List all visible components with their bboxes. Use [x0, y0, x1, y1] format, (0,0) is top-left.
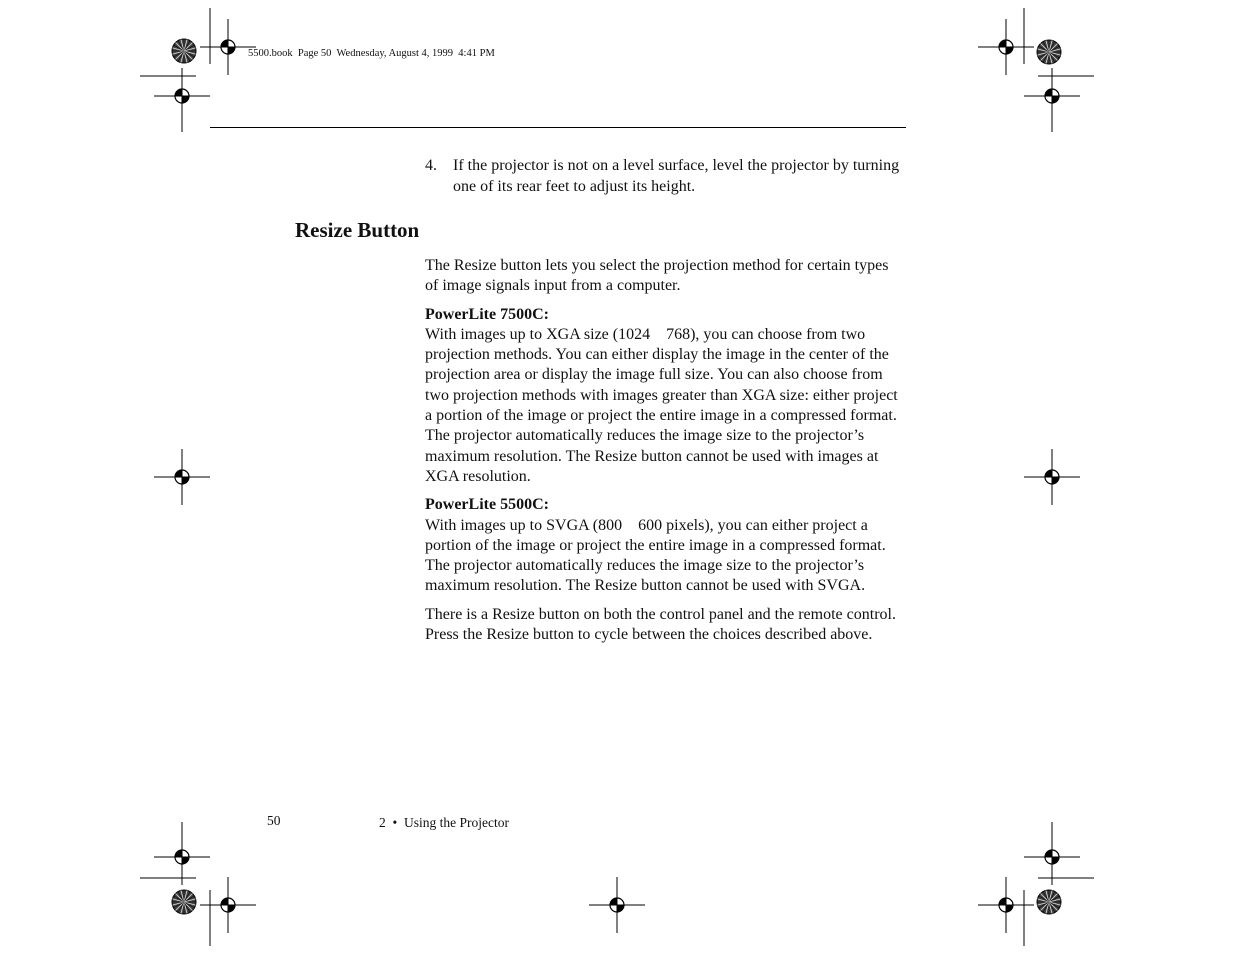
- running-footer: 2 • Using the Projector: [379, 815, 509, 830]
- registration-quadrant: [617, 905, 624, 912]
- registration-quadrant: [1052, 477, 1059, 484]
- print-slug-line: 5500.book Page 50 Wednesday, August 4, 1999 4:41 PM: [248, 48, 495, 59]
- registration-quadrant: [1052, 857, 1059, 864]
- registration-quadrant: [1045, 470, 1052, 477]
- registration-quadrant: [999, 40, 1006, 47]
- registration-quadrant: [221, 898, 228, 905]
- registration-quadrant: [175, 850, 182, 857]
- registration-quadrant: [999, 898, 1006, 905]
- header-rule: [210, 127, 906, 128]
- registration-quadrant: [175, 89, 182, 96]
- registration-quadrant: [610, 898, 617, 905]
- registration-quadrant: [1045, 89, 1052, 96]
- section-body: [425, 256, 903, 653]
- registration-quadrant: [228, 905, 235, 912]
- intro-paragraph: The Resize button lets you select the projection method for certain types of image signals input from a computer.: [425, 257, 889, 295]
- model-5500-label: PowerLite 5500C:: [425, 496, 549, 514]
- registration-quadrant: [1006, 905, 1013, 912]
- registration-quadrant: [182, 477, 189, 484]
- registration-quadrant: [1006, 47, 1013, 54]
- step-number: 4.: [425, 157, 437, 174]
- closing-paragraph: There is a Resize button on both the control panel and the remote control. Press the Resize button to cycle between the choices described above.: [425, 605, 896, 644]
- numbered-step: [425, 156, 905, 197]
- model-5500-block: [425, 495, 903, 596]
- registration-quadrant: [1052, 96, 1059, 103]
- registration-quadrant: [221, 40, 228, 47]
- model-7500-label: PowerLite 7500C:: [425, 305, 549, 323]
- page-number: 50: [267, 813, 281, 828]
- step-text: If the projector is not on a level surface, level the projector by turning one of its rear feet to adjust its height.: [453, 157, 900, 195]
- registration-quadrant: [182, 96, 189, 103]
- registration-quadrant: [228, 47, 235, 54]
- registration-quadrant: [182, 857, 189, 864]
- section-title: Resize Button: [295, 218, 420, 242]
- starburst-mark: [1037, 890, 1061, 914]
- registration-quadrant: [175, 470, 182, 477]
- model-7500-text: With images up to XGA size (1024 768), you can choose from two projection methods. You can either display the image in the center of the projection area or display the image full size. You can also choose from two projection methods with images greater than XGA size: either project a portion of the image or project the entire image in a compressed format. The projector automatically reduces the image size to the projector’s maximum resolution. The Resize button cannot be used with images at XGA resolution.: [425, 325, 898, 485]
- model-5500-text: With images up to SVGA (800 600 pixels), you can either project a portion of the image or project the entire image in a compressed format. The projector automatically reduces the image size to the projector’s maximum resolution. The Resize button cannot be used with SVGA.: [425, 516, 886, 595]
- registration-quadrant: [1045, 850, 1052, 857]
- starburst-mark: [172, 890, 196, 914]
- starburst-mark: [172, 39, 196, 63]
- model-7500-block: [425, 305, 903, 488]
- starburst-mark: [1037, 40, 1061, 64]
